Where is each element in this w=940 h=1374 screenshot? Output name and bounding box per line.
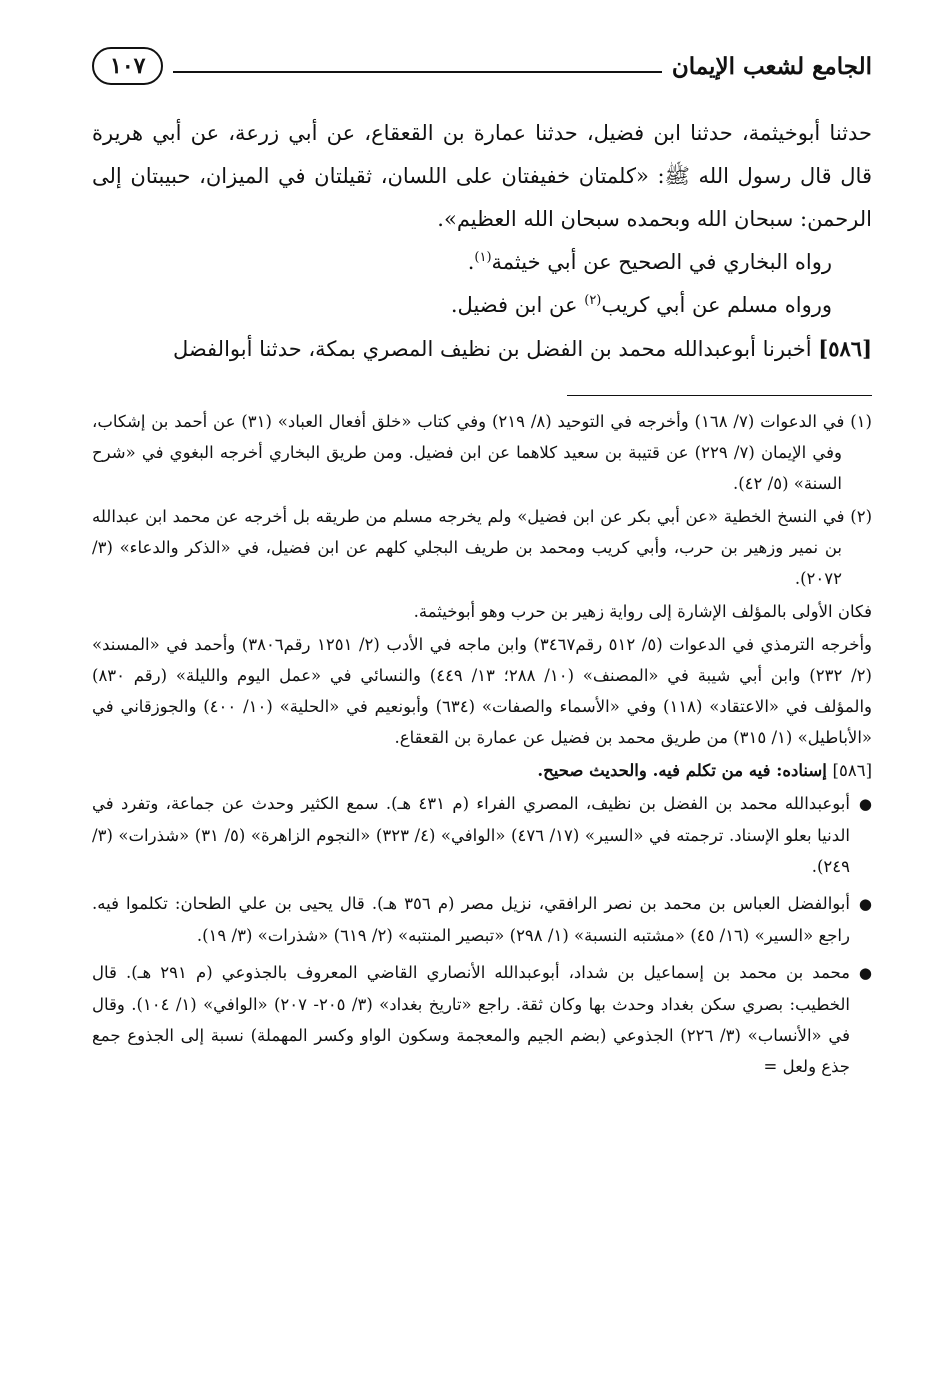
narrator-bullet — [92, 957, 872, 1082]
hadith-586-paragraph — [92, 327, 872, 371]
bullet-icon: ● — [858, 964, 872, 982]
narrator-bullet — [92, 788, 872, 882]
footnote-divider — [567, 395, 872, 396]
hadith-paragraph: حدثنا أبوخيثمة، حدثنا ابن فضيل، حدثنا عمارة بن القعقاع، عن أبي زرعة، عن أبي هريرة قال قال رسول الله ﷺ: «كلمتان خفيفتان على اللسان، ثقيلتان في الميزان، حبيبتان إلى الرحمن: سبحان الله وبحمده سبحان الله العظيم». — [92, 121, 872, 231]
narrator-text: محمد بن محمد بن إسماعيل بن شداد، أبوعبدالله الأنصاري القاضي المعروف بالجذوعي (م ٢٩١ هـ). قال الخطيب: بصري سكن بغداد وحدث بها وكان ثقة. راجع «تاريخ بغداد» (٣/ ٢٠٥- ٢٠٧) «الوافي» (١/ ١٠٤). وقال في «الأنساب» (٣/ ٢٢٦) الجذوعي (بضم الجيم والمعجمة وسكون الواو وكسر المهملة) نسبة إلى الجذوع جمع جذع ولعل = — [92, 963, 851, 1076]
narrator-text: أبوعبدالله محمد بن الفضل بن نظيف، المصري الفراء (م ٤٣١ هـ). سمع الكثير وحدث عن جماعة، وتفرد في الدنيا بعلو الإسناد. ترجمته في «السير» (١٧/ ٤٧٦) «الوافي» (٤/ ٣٢٣) «النجوم الزاهرة» (٥/ ٣١) «شذرات» (٣/ ٢٤٩). — [92, 794, 850, 876]
footnote-ref-1[interactable]: (١) — [474, 250, 492, 265]
hadith-586-text: أخبرنا أبوعبدالله محمد بن الفضل بن نظيف المصري بمكة، حدثنا أبوالفضل — [172, 337, 819, 361]
footnote-isnad-text: إسناده: فيه من تكلم فيه. والحديث صحيح. — [537, 761, 833, 780]
running-title: الجامع لشعب الإيمان — [671, 52, 872, 80]
bukhari-text: رواه البخاري في الصحيح عن أبي خيثمة — [491, 250, 832, 274]
bullet-icon: ● — [858, 895, 872, 913]
bukhari-paragraph — [92, 241, 872, 284]
footnote-ref-2[interactable]: (٢) — [584, 293, 602, 308]
main-text — [92, 112, 872, 371]
muslim-paragraph — [92, 284, 872, 327]
bullet-icon: ● — [858, 795, 872, 813]
narrator-bullet — [92, 888, 872, 951]
header-rule — [173, 71, 661, 73]
footnote-isnad-number: [٥٨٦] — [832, 761, 872, 780]
page-number-badge: ١٠٧ — [92, 47, 163, 85]
muslim-end: عن ابن فضيل. — [450, 293, 585, 317]
page-header — [92, 40, 872, 92]
page — [92, 40, 872, 1330]
narrator-text: أبوالفضل العباس بن محمد بن نصر الرافقي، نزيل مصر (م ٣٥٦ هـ). قال يحيى بن علي الطحان: تكلموا فيه. راجع «السير» (١٦/ ٤٥) «مشتبه النسبة» (١/ ٢٩٨) «تبصير المنتبه» (٢/ ٦١٩) «شذرات» (٣/ ١٩). — [92, 894, 850, 945]
footnote-isnad — [92, 755, 872, 786]
bukhari-end: . — [467, 250, 475, 274]
footnote-1: (١) في الدعوات (٧/ ١٦٨) وأخرجه في التوحيد (٨/ ٢١٩) وفي كتاب «خلق أفعال العباد» (٣١) عن أحمد بن إشكاب، وفي الإيمان (٧/ ٢٢٩) عن قتيبة بن سعيد كلاهما عن ابن فضيل. ومن طريق البخاري أخرجه البغوي في «شرح السنة» (٥/ ٤٢). — [92, 412, 872, 493]
footnote-2: (٢) في النسخ الخطية «عن أبي بكر عن ابن فضيل» ولم يخرجه مسلم من طريقه بل أخرجه عن محمد ابن عبدالله بن نمير وزهير بن حرب، وأبي كريب ومحمد بن طريف البجلي كلهم عن ابن فضيل، في «الذكر والدعاء» (٣/ ٢٠٧٢). — [92, 507, 872, 588]
footnote-2-note: فكان الأولى بالمؤلف الإشارة إلى رواية زهير بن حرب وهو أبوخيثمة. — [413, 602, 872, 621]
footnotes — [92, 406, 872, 1082]
hadith-number: [٥٨٦] — [818, 336, 872, 361]
muslim-text: ورواه مسلم عن أبي كريب — [601, 293, 832, 317]
footnote-takhrij: وأخرجه الترمذي في الدعوات (٥/ ٥١٢ رقم٣٤٦٧) وابن ماجه في الأدب (٢/ ١٢٥١ رقم٣٨٠٦) وأحمد في «المسند» (٢/ ٢٣٢) وابن أبي شيبة في «المصنف» (١٠/ ٢٨٨؛ ١٣/ ٤٤٩) والنسائي في «عمل اليوم والليلة» (رقم ٨٣٠) والمؤلف في «الاعتقاد» (١١٨) وفي «الأسماء والصفات» (٦٣٤) وأبونعيم في «الحلية» (١٠/ ٤٠٠) والجوزقاني في «الأباطيل» (١/ ٣١٥) من طريق محمد بن فضيل عن عمارة بن القعقاع. — [92, 635, 873, 747]
